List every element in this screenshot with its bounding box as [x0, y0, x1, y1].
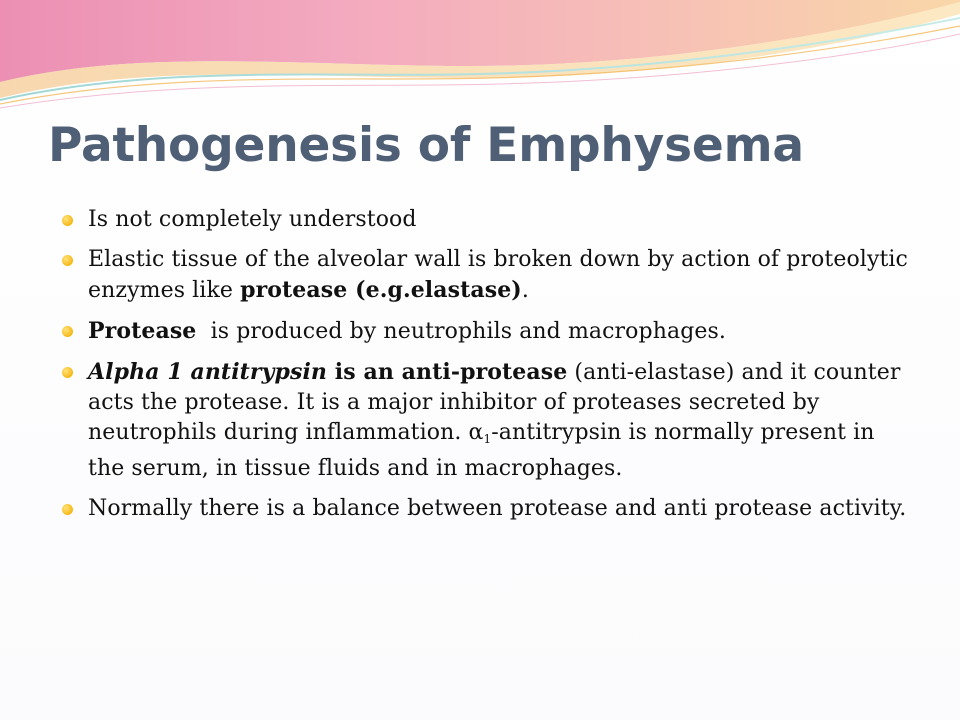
bullet-dot-icon — [62, 367, 73, 378]
bullet-item — [56, 494, 916, 524]
decorative-banner — [0, 0, 960, 120]
bullet-item — [56, 316, 916, 347]
bullet-text: is produced by neutrophils and macrophages. — [196, 319, 726, 344]
alpha-subscript: 1 — [483, 432, 492, 446]
bullet-dot-icon — [62, 255, 73, 266]
bullet-dot-icon — [62, 504, 73, 515]
bullet-text: Normally there is a balance between protease and anti protease activity. — [88, 496, 907, 521]
bullet-text: -antitrypsin is normally present in the serum, in tissue fluids and in macrophages. — [88, 420, 875, 481]
bullet-text: . — [521, 278, 529, 303]
bullet-list — [56, 205, 916, 534]
bullet-text-bold: Protease — [88, 318, 197, 344]
bullet-item — [56, 205, 916, 235]
bullet-text-bold-italic: Alpha 1 antitrypsin — [88, 359, 328, 385]
bullet-text-bold: is an anti-protease — [327, 359, 568, 385]
bullet-item — [56, 357, 916, 484]
bullet-dot-icon — [62, 326, 73, 337]
bullet-dot-icon — [62, 215, 73, 226]
alpha-symbol: α — [468, 420, 484, 445]
bullet-text: Is not completely understood — [88, 207, 417, 232]
bullet-text: Elastic tissue of the alveolar wall is broken down by action of proteolytic enzymes like — [88, 247, 908, 303]
bullet-text-bold: protease (e.g.elastase) — [240, 277, 522, 303]
slide-title: Pathogenesis of Emphysema — [48, 118, 804, 173]
bullet-item — [56, 245, 916, 306]
bullet-text: (anti-elastase) and it counter acts the protease. It is a major inhibitor of proteases secreted by neutrophils during inflammation. — [88, 360, 901, 445]
